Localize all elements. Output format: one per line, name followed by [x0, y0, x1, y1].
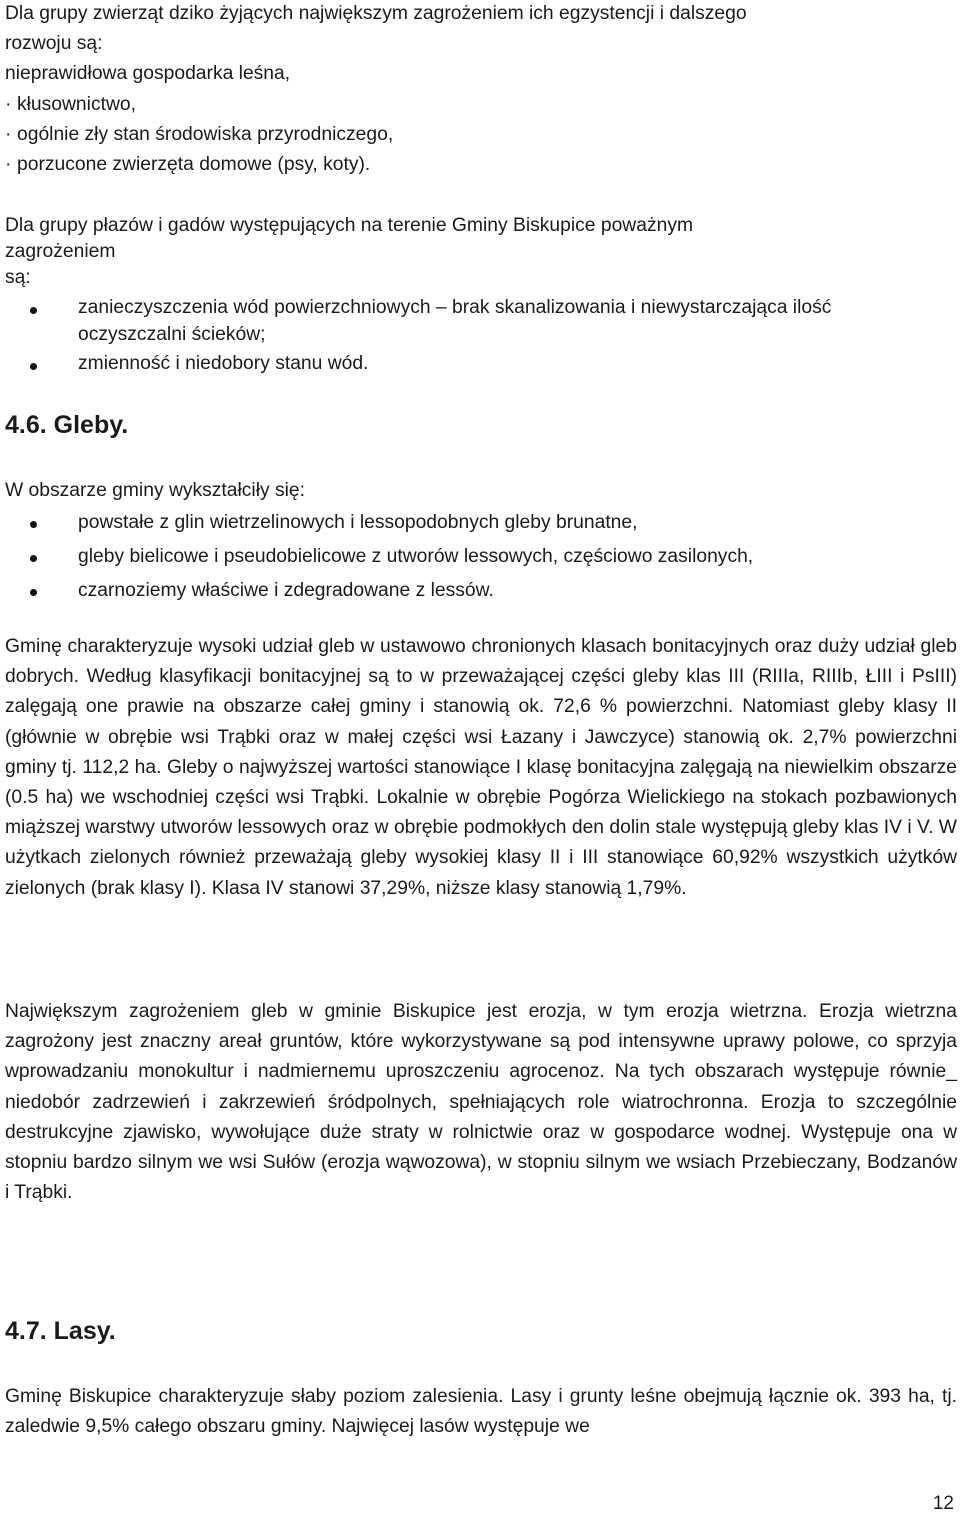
- section-heading-soils: 4.6. Gleby.: [5, 411, 129, 439]
- dot-list-item: [5, 90, 957, 120]
- dot-marker: ·: [5, 154, 12, 176]
- dot-list-item-text: kłusownictwo,: [17, 93, 136, 115]
- amphibians-line: zagrożeniem: [5, 241, 116, 263]
- amphibians-line: Dla grupy płazów i gadów występujących na terenie Gminy Biskupice poważnym: [5, 215, 694, 236]
- bullet-list-item-text: powstałe z glin wietrzelinowych i lessopodobnych gleby brunatne,: [78, 512, 638, 533]
- dot-marker: ·: [5, 123, 12, 145]
- intro-block: [5, 0, 957, 180]
- intro-line: nieprawidłowa gospodarka leśna,: [5, 63, 291, 85]
- bullet-list-item: [0, 506, 940, 540]
- bullet-list-item: [0, 350, 940, 377]
- amphibians-line: są:: [5, 267, 31, 289]
- intro-line: Dla grupy zwierząt dziko żyjących największym zagrożeniem ich egzystencji i dalszego: [5, 3, 747, 24]
- section-heading-forests: 4.7. Lasy.: [5, 1317, 116, 1345]
- bullet-list-item: [0, 294, 940, 348]
- bullet-marker: [30, 521, 37, 528]
- bullet-marker: [30, 363, 37, 370]
- bullet-list-item-text: czarnoziemy właściwe i zdegradowane z lessów.: [78, 580, 494, 601]
- dot-list-item-text: porzucone zwierzęta domowe (psy, koty).: [17, 154, 371, 176]
- dot-list-item-text: ogólnie zły stan środowiska przyrodniczego,: [17, 123, 394, 145]
- soils-bullet-list: [0, 506, 940, 608]
- amphibians-block: [5, 211, 957, 294]
- amphibians-bullet-list: [0, 294, 940, 377]
- forests-paragraph: Gminę Biskupice charakteryzuje słaby poziom zalesienia. Lasy i grunty leśne obejmują łącznie ok. 393 ha, tj. zaledwie 9,5% całego obszaru gminy. Najwięcej lasów występuje we: [5, 1386, 957, 1438]
- intro-line: rozwoju są:: [5, 33, 103, 55]
- bullet-marker: [30, 307, 37, 314]
- dot-list-item: [5, 120, 957, 150]
- dot-list-item: [5, 150, 957, 180]
- bullet-list-item-text: zanieczyszczenia wód powierzchniowych – brak skanalizowania i niewystarczająca ilość oczyszczalni ścieków;: [78, 297, 832, 345]
- bullet-list-item-text: zmienność i niedobory stanu wód.: [78, 353, 369, 374]
- bullet-list-item: [0, 574, 940, 608]
- bullet-list-item-text: gleby bielicowe i pseudobielicowe z utworów lessowych, częściowo zasilonych,: [78, 546, 754, 567]
- soils-paragraph-erosion: Największym zagrożeniem gleb w gminie Biskupice jest erozja, w tym erozja wietrzna. Erozja wietrzna zagrożony jest znaczny areał gruntów, które wykorzystywane są pod intensywne uprawy polowe, co sprzyja wprowadzaniu monokultur i nadmiernemu uproszczeniu agrocenoz. Na tych obszarach występuje równie_ niedobór zadrzewień i zakrzewień śródpolnych, spełniających role wiatrochronna. Erozja to szczególnie destrukcyjne zjawisko, wywołujące duże straty w rolnictwie oraz w gospodarce wodnej. Występuje ona w stopniu bardzo silnym we wsi Sułów (erozja wąwozowa), w stopniu silnym we wsiach Przebieczany, Bodzanów i Trąbki.: [5, 1001, 957, 1204]
- page-number: 12: [932, 1493, 954, 1514]
- bullet-list-item: [0, 540, 940, 574]
- bullet-marker: [30, 589, 37, 596]
- soils-paragraph-classes: Gminę charakteryzuje wysoki udział gleb w ustawowo chronionych klasach bonitacyjnych oraz duży udział gleb dobrych. Według klasyfikacji bonitacyjnej są to w przeważającej części gleby klas III (RIIIa, RIIIb, ŁIII i PsIII) zalęgają one prawie na obszarze całej gminy i stanowią ok. 72,6 % powierzchni. Natomiast gleby klasy II (głównie w obrębie wsi Trąbki oraz w małej części wsi Łazany i Jawczyce) stanowią ok. 2,7% powierzchni gminy tj. 112,2 ha. Gleby o najwyższej wartości stanowiące I klasę bonitacyjna zalęgają na niewielkim obszarze (0.5 ha) we wschodniej części wsi Trąbki. Lokalnie w obrębie Pogórza Wielickiego na stokach pozbawionych miąższej warstwy utworów lessowych oraz w obrębie podmokłych den dolin stale występują gleby klas IV i V. W użytkach zielonych również przeważają gleby wysokiej klasy II i III stanowiące 60,92% wszystkich użytków zielonych (brak klasy I). Klasa IV stanowi 37,29%, niższe klasy stanowią 1,79%.: [5, 636, 957, 899]
- soils-intro: W obszarze gminy wykształciły się:: [5, 480, 305, 501]
- dot-marker: ·: [5, 93, 12, 115]
- bullet-marker: [30, 555, 37, 562]
